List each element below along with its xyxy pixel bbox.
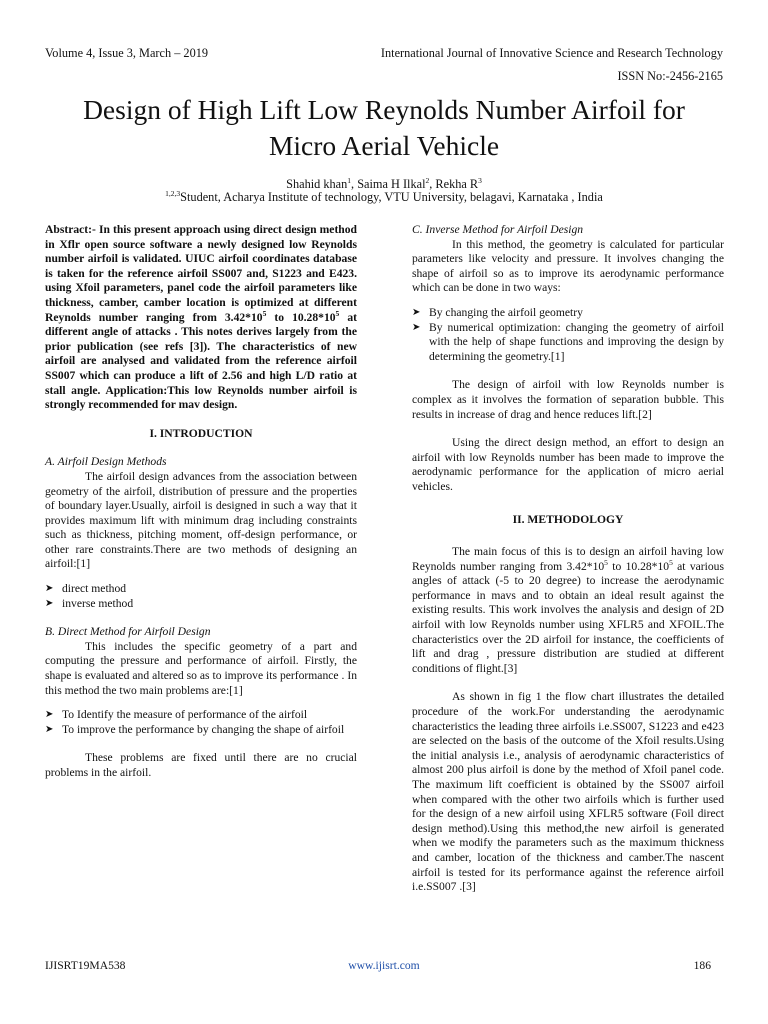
list-item: ➤ direct method <box>45 582 127 596</box>
arrow-bullet-icon: ➤ <box>45 597 54 609</box>
author-3-sup: 3 <box>478 176 482 185</box>
arrow-bullet-icon: ➤ <box>412 306 421 318</box>
paragraph-low-reynolds-complexity: The design of airfoil with low Reynolds number is complex as it involves the formation of separation bubble. This results in increase of drag and hence reduces lift.[2] <box>412 378 724 421</box>
arrow-bullet-icon: ➤ <box>45 723 54 735</box>
left-column <box>45 223 357 781</box>
author-3: Rekha R <box>435 177 479 191</box>
list-item: ➤ By changing the airfoil geometry <box>412 305 583 319</box>
paper-title <box>30 92 738 164</box>
arrow-bullet-icon: ➤ <box>45 709 54 721</box>
title-line-1: Design of High Lift Low Reynolds Number Airfoil for <box>83 94 685 125</box>
author-1: Shahid khan <box>286 177 348 191</box>
paragraph-main-focus: The main focus of this is to design an airfoil having low Reynolds number ranging from $3.42*10^5$ to $10.28*10^5$ at various angles of attack (-5 to 20 degree) to increase the aerodynamic performance in mavs and to obtain an ideal result against the existing results. This work involves the analysis and design of 2D airfoil with low Reynolds number using XFLR5 and XFOIL.The characteristics over the 2D airfoil for instance, the coefficients of lift and drag , pressure distribution are studied at different conditions of flight.[3] <box>412 545 724 675</box>
paragraph-flow-chart: As shown in fig 1 the flow chart illustrates the detailed procedure of the work.For understanding the aerodynamic characteristics the leading three airfoils i.e.SS007, S1223 and e423 are selected on the basis of the outcome of the Xfoil results.Using the initial analysis i.e., analysis of aerodynamic characteristics of almost 200 plus airfoil is done by the method of Xfoil panel code. The maximum lift coefficient is obtained by the SS007 airfoil when compared with the other two airfoils which is further used for the design of a new airfoil using XFLR5 software (Foil direct design method).Using this method,the new airfoil is generated when we modify the parameters such as the maximum thickness and camber, location of the thickness and camber.The nascent airfoil is tested for its performance against the reference airfoil i.e.SS007 .[3] <box>412 690 724 894</box>
paragraph-airfoil-design-methods: The airfoil design advances from the association between geometry of the airfoil, distribution of pressure and the properties of boundary layer.Usually, airfoil is designed in such a way that it provides maximum lift with minimum drag including constraints such as thickness, pitching moment, off-design performance, or other rare constraints.There are two methods of designing an airfoil:[1] <box>45 469 357 571</box>
section-heading-introduction: I. INTRODUCTION <box>149 426 253 440</box>
paragraph-inverse-method: In this method, the geometry is calculated for particular parameters like velocity and pressure. It involves changing the shape of airfoil so as to improve its aerodynamic performance which can be done in two ways: <box>412 237 724 295</box>
section-heading-methodology: II. METHODOLOGY <box>512 512 624 526</box>
subsection-heading-a: A. Airfoil Design Methods <box>45 455 167 469</box>
affiliation-text: Student, Acharya Institute of technology, VTU University, belagavi, Karnataka , India <box>180 190 603 204</box>
author-list: Shahid khan$^1$, Saima H Ilkal$^2$, Rekha $R^3$ <box>286 176 482 191</box>
arrow-bullet-icon: ➤ <box>45 583 54 595</box>
paper-id: IJISRT19MA538 <box>45 959 126 972</box>
journal-website-link[interactable]: www.ijisrt.com <box>348 959 420 972</box>
author-2-sup: 2 <box>425 176 430 185</box>
title-line-2: Micro Aerial Vehicle <box>268 130 500 161</box>
affiliation <box>0 190 768 205</box>
paragraph-problems-fixed: These problems are fixed until there are no crucial problems in the airfoil. <box>45 751 357 779</box>
author-1-sup: 1 <box>347 176 352 185</box>
subsection-heading-c: C. Inverse Method for Airfoil Design <box>412 223 584 236</box>
journal-volume-issue: Volume 4, Issue 3, March – 2019 <box>45 46 209 60</box>
right-column <box>412 223 724 895</box>
list-item: ➤ By numerical optimization: changing the geometry of airfoil with the help of shape functions and improving the design by determining the geometry.[1] <box>412 320 724 363</box>
paragraph-direct-method: This includes the specific geometry of a part and computing the pressure and performance of airfoil. Firstly, the shape is evaluated and altered so as to improve its performance . In this method the two main problems are:[1] <box>45 639 357 697</box>
list-item: ➤ inverse method <box>45 596 134 610</box>
subsection-heading-b: B. Direct Method for Airfoil Design <box>45 625 211 639</box>
affiliation-sup: 1,2,3 <box>165 189 181 198</box>
list-item: ➤ To improve the performance by changing the shape of airfoil <box>45 722 345 736</box>
abstract: Abstract:- In this present approach using direct design method in Xflr open source software a newly designed low Reynolds number airfoil is validated. UIUC airfoil coordinates database is taken for the reference airfoil SS007 and, S1223 and E423. using Xfoil parameters, panel code the airfoil parameters like thickness, camber, camber location is optimized at different Reynolds number ranging from $3.42*10^5$ to $10.28*10^5$ at different angle of attacks . This notes derives largely from the prior publication (see refs [3]). The characteristics of new airfoil are analysed and validated from the reference airfoil SS007 which can produce a lift of 2.56 and high L/D ratio at stall angle. Application:This low Reynolds number airfoil is strongly recommended for mav design. <box>45 223 357 412</box>
page-number: 186 <box>693 959 711 972</box>
author-2: Saima H Ilkal <box>357 177 426 191</box>
journal-name: International Journal of Innovative Science and Research Technology <box>380 46 723 60</box>
issn-number: ISSN No:-2456-2165 <box>617 69 723 83</box>
list-item: ➤ To Identify the measure of performance of the airfoil <box>45 708 308 722</box>
paragraph-direct-design-effort: Using the direct design method, an effort to design an airfoil with low Reynolds number has been made to improve the aerodynamic performance for the application of micro aerial vehicles. <box>412 436 724 493</box>
arrow-bullet-icon: ➤ <box>412 321 421 333</box>
